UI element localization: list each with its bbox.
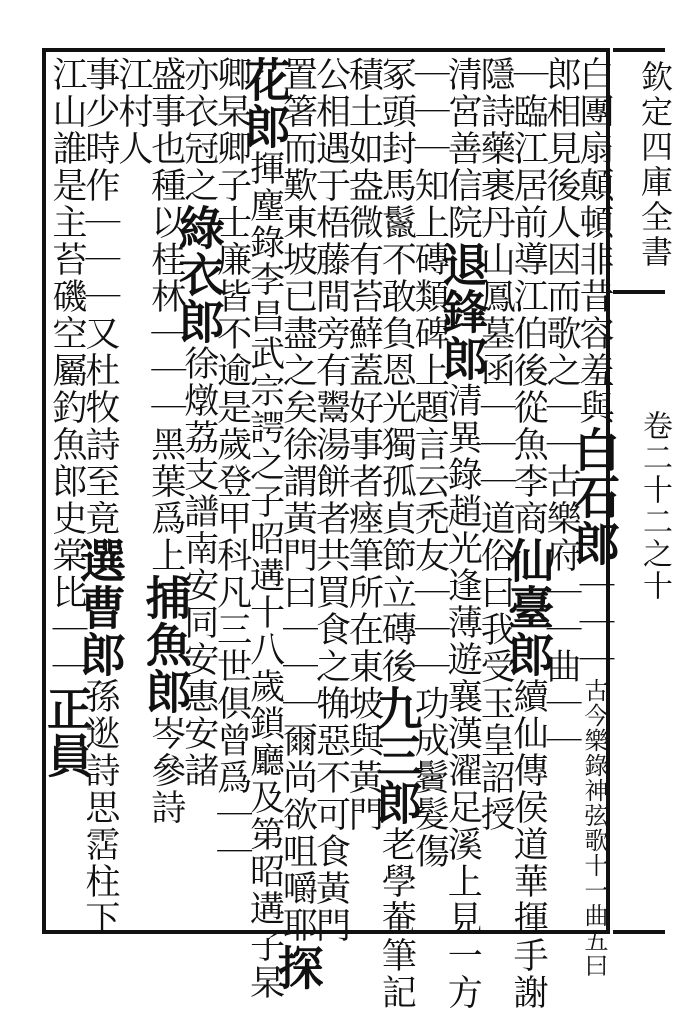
- main-text-block: [39, 56, 621, 1011]
- entry-heading: 九三郎: [369, 685, 424, 826]
- body-text: 江村人: [112, 56, 153, 167]
- entry-heading: 探: [270, 944, 325, 991]
- text-column: [475, 56, 516, 926]
- body-text: ｜｜古樂府｜｜曲｜｜: [541, 389, 582, 759]
- body-text: 史棠比｜｜: [46, 500, 87, 685]
- body-text: 江山誰是主苔磯空屬釣魚郎: [46, 56, 87, 500]
- entry-heading: 選曹郎: [72, 537, 127, 678]
- body-text: 東坡與黃門: [343, 648, 384, 833]
- text-column: [211, 56, 252, 926]
- body-text: 老學菴筆記: [376, 826, 417, 1011]
- body-text: 清宮善信院: [442, 56, 483, 241]
- body-text: 磚類碑上題言云禿友｜｜｜功成鬢髮傷: [409, 241, 450, 870]
- annotation-text: 古今樂錄神弦歌十一曲五曰: [580, 678, 608, 978]
- text-column: [138, 56, 193, 926]
- body-text: ｜｜｜: [574, 567, 614, 678]
- body-text: 道俗曰我受玉皇詔授: [475, 500, 516, 833]
- body-text: 置箸而歎東坡已盡之矣徐謂黃門曰｜｜｜爾尚欲咀嚼耶: [277, 56, 318, 944]
- body-text: 公相遇于梧藤間旁有鬻湯餅者共買食之觕惡不可食黃門: [310, 56, 351, 944]
- entry-heading: 捕魚郎: [138, 574, 193, 715]
- text-column: [171, 56, 226, 926]
- margin-rule: [613, 290, 665, 294]
- text-column: [541, 56, 582, 926]
- body-text: ｜臨江居前導江伯後從魚李商: [508, 56, 549, 537]
- body-text: 卿杲卿子士廉皆不逾是歲登甲科凡三世俱曾爲｜｜: [211, 56, 252, 870]
- body-text: 積土如盎微有苔蘚蓋好事者瘞筆所在: [343, 56, 384, 648]
- entry-heading: 正員: [39, 685, 94, 779]
- body-text: 揮麈錄李昌武宗諤之子昭遘十八歲鎖廳及第昭遘子杲: [244, 150, 285, 1001]
- margin-book-title: 欽定四庫全書: [636, 60, 674, 270]
- text-column: [501, 56, 556, 1011]
- text-column: [435, 56, 490, 1011]
- body-text: 冢頭封馬鬣不敢負恩光獨孤貞節立磚後: [376, 56, 417, 685]
- body-text: 盛事也: [145, 56, 186, 167]
- body-text: ｜｜｜知上: [409, 56, 450, 241]
- body-text: 岑參詩: [145, 715, 186, 826]
- text-column: [567, 56, 621, 978]
- body-text: 郎相見後人因而歌之: [541, 56, 582, 389]
- body-text: 白團扇顛頓非昔容羞與: [574, 56, 614, 426]
- text-column: [237, 56, 292, 1001]
- entry-heading: 花郎: [237, 56, 292, 150]
- body-text: 續仙傳侯道華揮手謝: [508, 678, 549, 1011]
- body-text: 隱詩藥裹丹山鳳墓函｜｜｜: [475, 56, 516, 500]
- entry-heading: 退鋒郎: [435, 241, 490, 382]
- body-text: 徐燉荔支譜南安同安惠安諸: [178, 345, 219, 789]
- text-column: [343, 56, 384, 926]
- margin-juan-number: 卷二十二之十: [637, 410, 672, 602]
- text-column: [39, 56, 94, 926]
- body-text: 清異錄趙光逢薄遊襄漢濯足溪上見一方: [442, 382, 483, 1011]
- body-text: 種以桂林｜｜｜黑葉爲上: [145, 167, 186, 574]
- body-text: 事少時作｜｜｜又杜牧詩至竟: [79, 56, 120, 537]
- text-column: [72, 56, 127, 937]
- body-text: 孫逖詩思霑柱下: [79, 678, 120, 937]
- text-column: [270, 56, 325, 991]
- text-column: [112, 56, 153, 926]
- entry-heading: 仙臺郎: [501, 537, 556, 678]
- entry-heading: 白石郎: [567, 426, 621, 567]
- entry-heading: 綠衣郎: [171, 204, 226, 345]
- text-column: [369, 56, 424, 1011]
- text-column: [310, 56, 351, 944]
- body-text: 亦衣冠之: [178, 56, 219, 204]
